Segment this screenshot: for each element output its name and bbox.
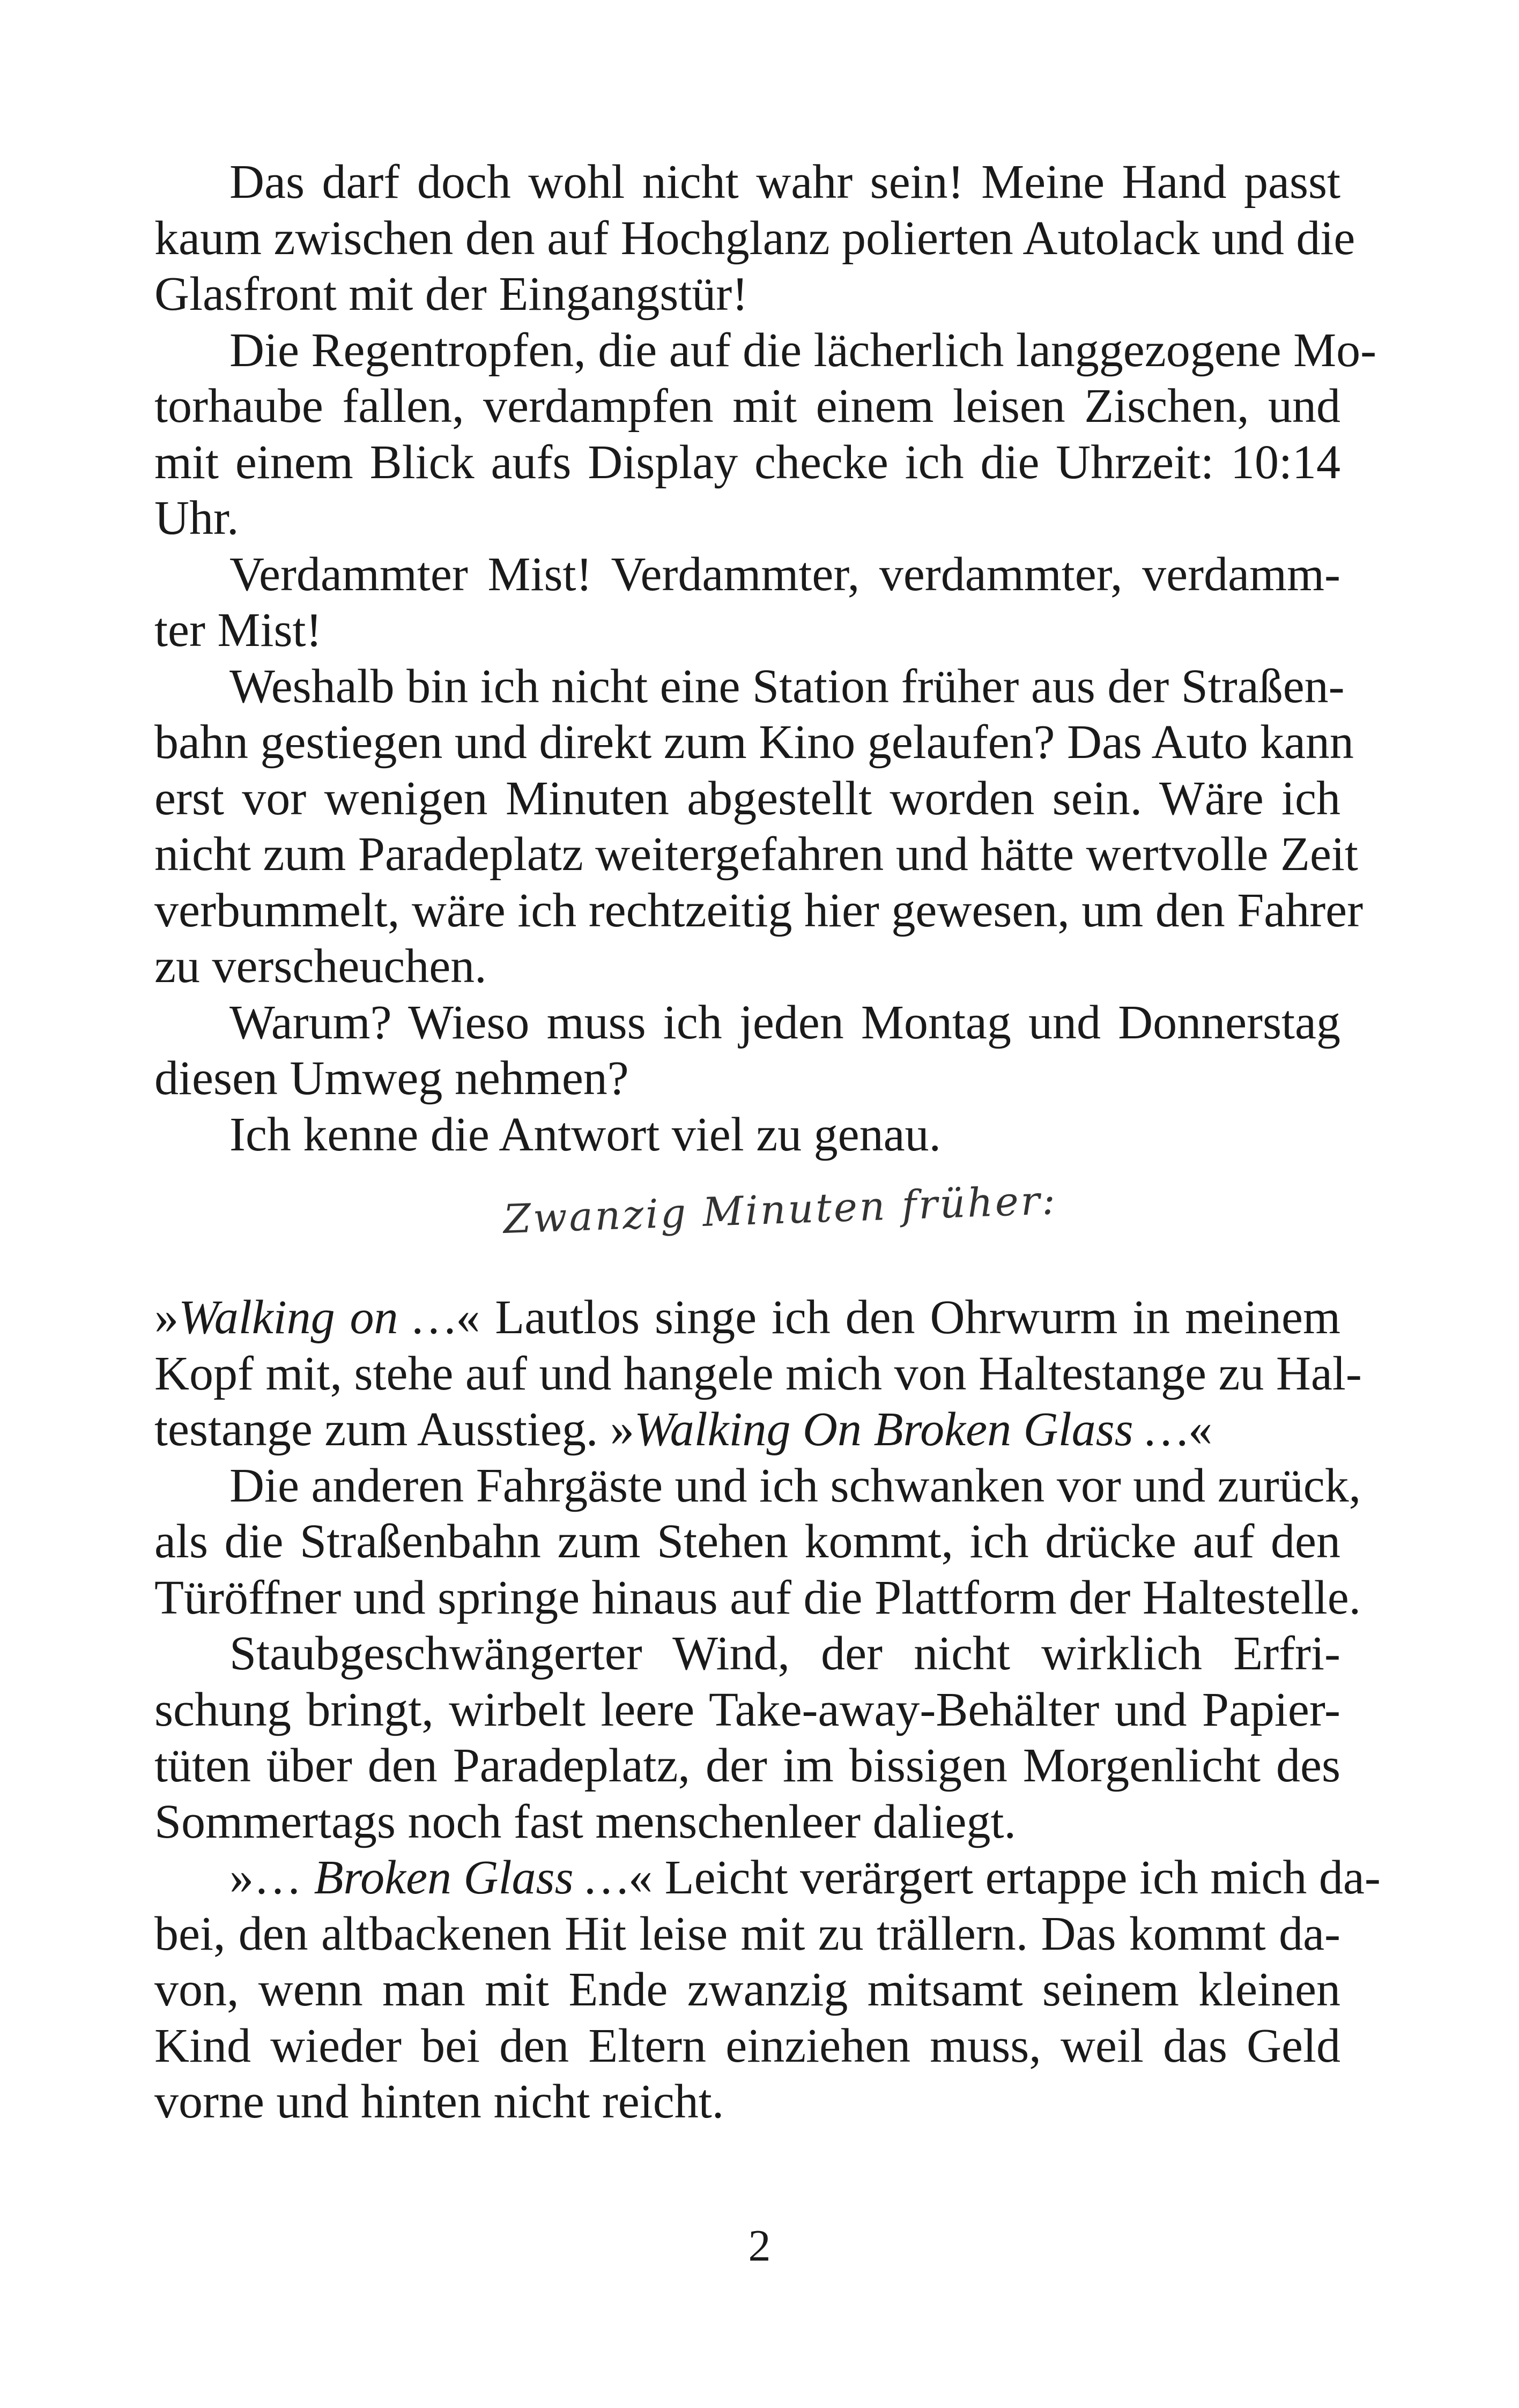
text-line: diesen Umweg nehmen? <box>154 1052 629 1105</box>
text-segment: schung bringt, wirbelt leere Take-away-Behälter und Papier- <box>154 1683 1340 1736</box>
text-line: ter Mist! <box>154 604 322 657</box>
text-line: Die Regentropfen, die auf die lächerlich langgezogene Mo- <box>229 323 1377 377</box>
text-line <box>154 1458 1361 1514</box>
text-segment: Die anderen Fahrgäste und ich schwanken vor und zurück, <box>229 1459 1361 1512</box>
text-line <box>154 1738 1340 1794</box>
text-segment: testange zum Ausstieg. » <box>154 1403 634 1456</box>
text-segment: Kopf mit, stehe auf und hangele mich von Haltestange zu Hal- <box>154 1347 1362 1400</box>
italic-text: Walking on … <box>179 1291 456 1344</box>
text-line: Glasfront mit der Eingangstür! <box>154 267 749 321</box>
text-segment: Türöffner und springe hinaus auf die Plattform der Haltestelle. <box>154 1571 1361 1624</box>
text-line: mit einem Blick aufs Display checke ich die Uhrzeit: 10:14 <box>154 435 1340 489</box>
text-segment: vorne und hinten nicht reicht. <box>154 2075 724 2128</box>
text-line: Uhr. <box>154 492 239 545</box>
text-line <box>154 2018 1340 2075</box>
text-segment: Sommertags noch fast menschenleer daliegt. <box>154 1795 1016 1848</box>
text-line: kaum zwischen den auf Hochglanz polierten Autolack und die <box>154 211 1355 265</box>
text-line: Das darf doch wohl nicht wahr sein! Meine Hand passt <box>229 155 1340 209</box>
text-line: Verdammter Mist! Verdammter, verdammter, verdamm- <box>229 547 1340 601</box>
text-line: torhaube fallen, verdampfen mit einem leisen Zischen, und <box>154 380 1340 433</box>
text-line <box>154 2074 1340 2130</box>
text-segment: bei, den altbackenen Hit leise mit zu trällern. Das kommt da- <box>154 1907 1340 1960</box>
text-segment: « Lautlos singe ich den Ohrwurm in meinem <box>456 1291 1340 1344</box>
text-line <box>154 1850 1381 1906</box>
text-line: Ich kenne die Antwort viel zu genau. <box>229 1108 942 1161</box>
text-line <box>154 1906 1340 1963</box>
text-line <box>154 1514 1340 1570</box>
text-line <box>154 1402 1340 1458</box>
page-number: 2 <box>748 2221 771 2271</box>
text-line <box>154 1682 1340 1738</box>
section-heading-handwritten: Zwanzig Minuten früher: <box>502 1177 1058 1243</box>
text-segment: « <box>1188 1403 1213 1456</box>
text-line: nicht zum Paradeplatz weitergefahren und hätte wertvolle Zeit <box>154 828 1358 881</box>
text-segment: « Leicht verärgert ertappe ich mich da- <box>628 1851 1381 1904</box>
text-line <box>154 1570 1361 1626</box>
text-line: bahn gestiegen und direkt zum Kino gelaufen? Das Auto kann <box>154 716 1354 769</box>
text-block-top <box>154 154 1377 1163</box>
text-segment: tüten über den Paradeplatz, der im bissigen Morgenlicht des <box>154 1739 1340 1792</box>
text-line: verbummelt, wäre ich rechtzeitig hier gewesen, um den Fahrer <box>154 883 1364 937</box>
text-line <box>154 1794 1340 1850</box>
text-line: erst vor wenigen Minuten abgestellt worden sein. Wäre ich <box>154 771 1340 825</box>
italic-text: Walking On Broken Glass … <box>634 1403 1189 1456</box>
text-line: zu verscheuchen. <box>154 940 487 993</box>
text-line <box>154 1346 1362 1402</box>
text-line: Weshalb bin ich nicht eine Station früher aus der Straßen- <box>229 659 1345 713</box>
italic-text: Broken Glass … <box>314 1851 629 1904</box>
text-segment: Kind wieder bei den Eltern einziehen muss, weil das Geld <box>154 2019 1340 2072</box>
text-segment: von, wenn man mit Ende zwanzig mitsamt seinem kleinen <box>154 1963 1340 2016</box>
text-segment: als die Straßenbahn zum Stehen kommt, ich drücke auf den <box>154 1515 1340 1568</box>
text-line: Warum? Wieso muss ich jeden Montag und Donnerstag <box>229 995 1340 1049</box>
text-segment: Staubgeschwängerter Wind, der nicht wirklich Erfri- <box>229 1627 1340 1680</box>
text-segment: » <box>154 1291 179 1344</box>
text-block-bottom <box>154 1290 1381 2130</box>
text-line <box>154 1962 1340 2018</box>
text-segment: »… <box>229 1851 314 1904</box>
text-line <box>154 1626 1340 1682</box>
text-line <box>154 1290 1340 1346</box>
